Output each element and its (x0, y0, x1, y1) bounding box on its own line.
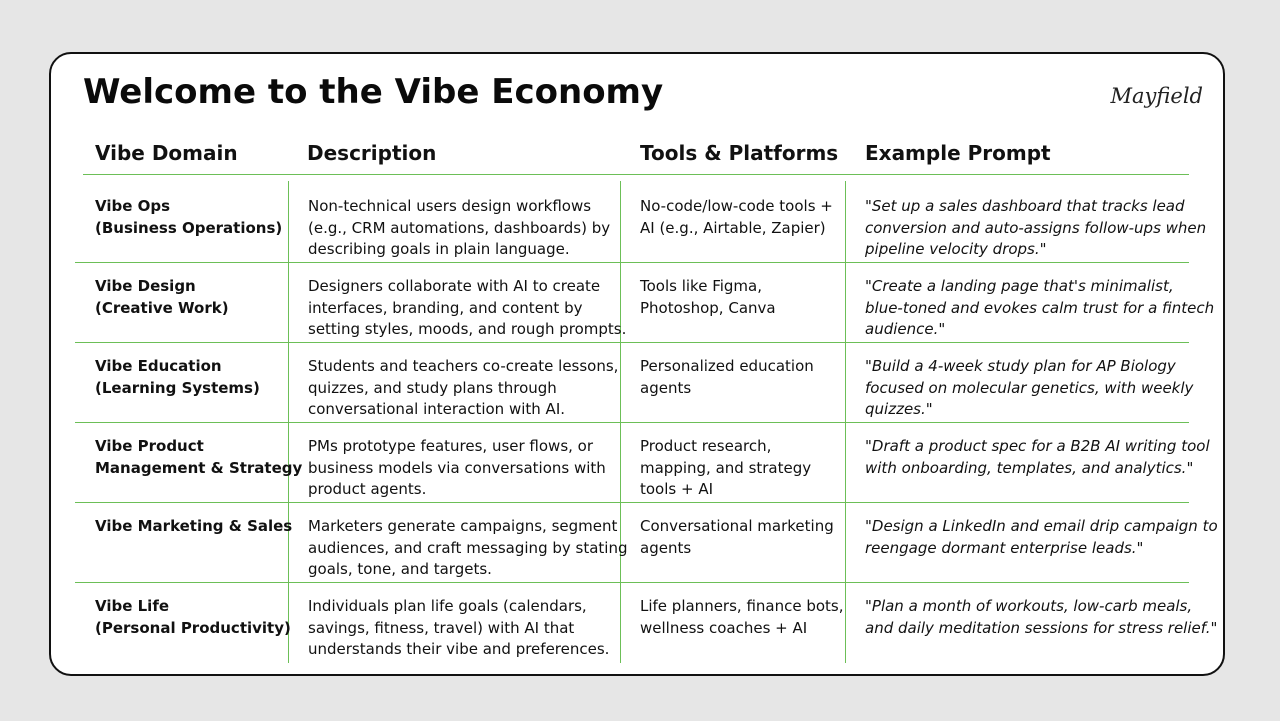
cell-line: "Design a LinkedIn and email drip campaign to (865, 517, 1218, 535)
cell-line: "Draft a product spec for a B2B AI writing tool (865, 437, 1210, 455)
cell-line: (Personal Productivity) (95, 618, 291, 637)
cell-line: blue-toned and evokes calm trust for a fintech (865, 298, 1215, 317)
cell-line: agents (640, 378, 692, 397)
cell-line: Marketers generate campaigns, segment (308, 517, 618, 535)
cell-line: quizzes." (865, 400, 933, 418)
cell-line: pipeline velocity drops." (865, 240, 1047, 258)
cell-line: "Build a 4-week study plan for AP Biology (865, 357, 1176, 375)
cell-tools (640, 436, 840, 501)
cell-line: understands their vibe and preferences. (308, 640, 610, 658)
cell-line: focused on molecular genetics, with weekly (865, 378, 1194, 397)
cell-line: agents (640, 538, 692, 557)
cell-line: quizzes, and study plans through (308, 378, 557, 397)
cell-line: Non-technical users design workflows (308, 197, 592, 215)
cell-description (308, 596, 618, 661)
cell-line: Vibe Marketing & Sales (95, 517, 293, 535)
cell-line: setting styles, moods, and rough prompts. (308, 320, 627, 338)
cell-line: "Set up a sales dashboard that tracks lead (865, 197, 1185, 215)
table-row (75, 342, 1194, 423)
table-row (75, 502, 1218, 583)
header-vibe-domain: Vibe Domain (95, 141, 238, 165)
cell-line: "Create a landing page that's minimalist, (865, 277, 1174, 295)
table-header (83, 138, 1189, 175)
cell-line: wellness coaches + AI (640, 618, 808, 637)
cell-line: and daily meditation sessions for stress relief." (865, 618, 1218, 637)
cell-line: conversational interaction with AI. (308, 400, 566, 418)
cell-line: audience." (865, 320, 946, 338)
cell-prompt (865, 356, 1194, 421)
cell-prompt (865, 596, 1218, 639)
mayfield-logo: Mayfield (1110, 84, 1203, 108)
cell-line: goals, tone, and targets. (308, 560, 492, 578)
cell-line: audiences, and craft messaging by stating (308, 538, 628, 557)
cell-line: reengage dormant enterprise leads." (865, 538, 1144, 557)
cell-line: Life planners, finance bots, (640, 597, 844, 615)
cell-description (308, 196, 618, 261)
header-example-prompt: Example Prompt (865, 141, 1051, 165)
table-row (75, 182, 1207, 263)
cell-domain (95, 436, 303, 479)
cell-line: "Plan a month of workouts, low-carb meals, (865, 597, 1193, 615)
cell-line: with onboarding, templates, and analytics." (865, 458, 1194, 477)
cell-line: savings, fitness, travel) with AI that (308, 618, 575, 637)
cell-prompt (865, 516, 1218, 559)
cell-line: Product research, (640, 437, 772, 455)
cell-line: Vibe Life (95, 597, 170, 615)
cell-line: tools + AI (640, 480, 714, 498)
cell-line: Photoshop, Canva (640, 298, 776, 317)
cell-line: (Creative Work) (95, 298, 229, 317)
cell-prompt (865, 196, 1207, 261)
header-tools-platforms: Tools & Platforms (640, 141, 839, 165)
cell-line: Vibe Design (95, 277, 196, 295)
table-row (75, 422, 1210, 503)
cell-description (308, 356, 618, 421)
cell-line: PMs prototype features, user flows, or (308, 437, 594, 455)
cell-line: Management & Strategy (95, 458, 303, 477)
cell-line: interfaces, branding, and content by (308, 298, 583, 317)
cell-prompt (865, 276, 1215, 341)
cell-line: (Learning Systems) (95, 378, 260, 397)
cell-line: product agents. (308, 480, 427, 498)
cell-tools (640, 356, 840, 399)
cell-tools (640, 196, 840, 239)
cell-domain (95, 276, 290, 319)
cell-line: Personalized education (640, 357, 814, 375)
cell-line: AI (e.g., Airtable, Zapier) (640, 218, 826, 237)
cell-prompt (865, 436, 1210, 479)
cell-line: Students and teachers co-create lessons, (308, 357, 619, 375)
cell-tools (640, 596, 844, 639)
cell-domain (95, 596, 290, 639)
cell-line: Tools like Figma, (640, 277, 762, 295)
cell-line: mapping, and strategy (640, 458, 812, 477)
cell-line: describing goals in plain language. (308, 240, 570, 258)
cell-description (308, 516, 628, 581)
cell-description (308, 436, 618, 501)
cell-domain (95, 516, 293, 538)
cell-line: Vibe Ops (95, 197, 171, 215)
cell-domain (95, 356, 290, 399)
slide (49, 52, 1225, 676)
cell-line: business models via conversations with (308, 458, 606, 477)
cell-line: Conversational marketing (640, 517, 834, 535)
header-description: Description (307, 141, 437, 165)
cell-tools (640, 276, 840, 319)
page-title: Welcome to the Vibe Economy (83, 72, 664, 112)
cell-line: (e.g., CRM automations, dashboards) by (308, 218, 611, 237)
cell-domain (95, 196, 290, 239)
cell-line: Individuals plan life goals (calendars, (308, 597, 587, 615)
table-row (75, 582, 1218, 662)
cell-line: conversion and auto-assigns follow-ups when (865, 218, 1207, 237)
cell-line: Vibe Education (95, 357, 222, 375)
table-row (75, 262, 1215, 343)
cell-line: Designers collaborate with AI to create (308, 277, 601, 295)
cell-description (308, 276, 627, 341)
cell-line: Vibe Product (95, 437, 204, 455)
cell-line: (Business Operations) (95, 218, 283, 237)
cell-tools (640, 516, 840, 559)
cell-line: No-code/low-code tools + (640, 197, 833, 215)
